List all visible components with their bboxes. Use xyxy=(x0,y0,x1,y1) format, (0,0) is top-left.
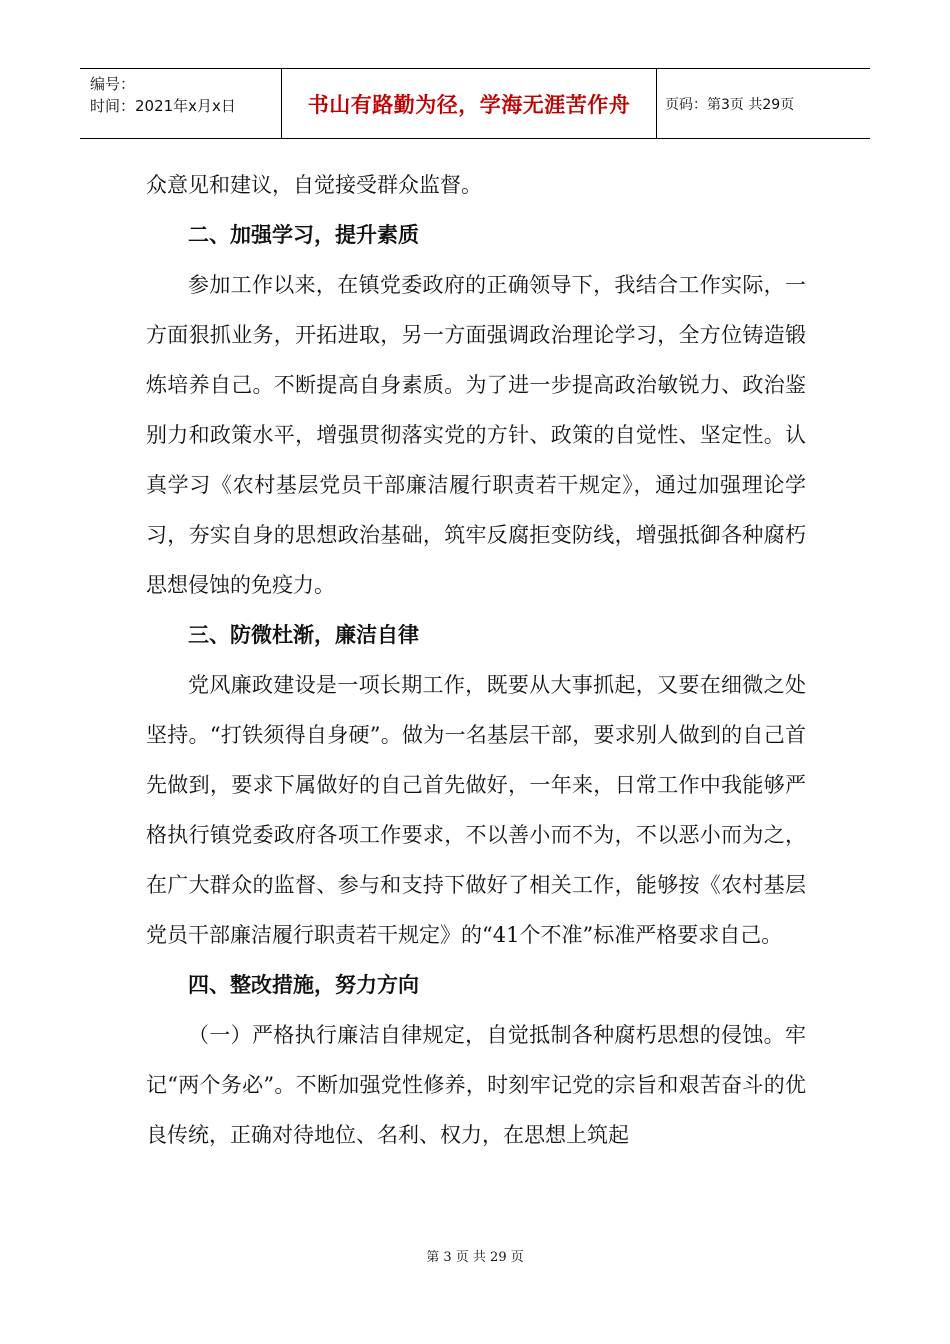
section-heading-4: 四、整改措施，努力方向 xyxy=(188,973,419,997)
document-body xyxy=(146,160,806,1160)
page-header xyxy=(80,68,870,139)
page-info-text: 页码：第3页 共29页 xyxy=(665,96,795,113)
paragraph-continuation: 众意见和建议，自觉接受群众监督。 xyxy=(146,173,482,197)
header-motto-cell xyxy=(282,69,657,138)
paragraph-study: 参加工作以来，在镇党委政府的正确领导下，我结合工作实际，一方面狠抓业务，开拓进取，另一方面强调政治理论学习，全方位铸造锻炼培养自己。不断提高自身素质。为了进一步提高政治敏锐力、政治鉴别力和政策水平，增强贯彻落实党的方针、政策的自觉性、坚定性。认真学习《农村基层党员干部廉洁履行职责若干规定》，通过加强理论学习，夯实自身的思想政治基础，筑牢反腐拒变防线，增强抵御各种腐朽思想侵蚀的免疫力。 xyxy=(146,273,806,597)
section-heading-2: 二、加强学习，提升素质 xyxy=(188,223,419,247)
number-label: 编号： xyxy=(90,75,136,93)
paragraph-integrity: 党风廉政建设是一项长期工作，既要从大事抓起，又要在细微之处坚持。“打铁须得自身硬”。做为一名基层干部，要求别人做到的自己首先做到，要求下属做好的自己首先做好，一年来，日常工作中我能够严格执行镇党委政府各项工作要求，不以善小而不为，不以恶小而为之，在广大群众的监督、参与和支持下做好了相关工作，能够按《农村基层党员干部廉洁履行职责若干规定》的“41个不准”标准严格要求自己。 xyxy=(146,673,806,947)
motto-text: 书山有路勤为径，学海无涯苦作舟 xyxy=(307,92,631,117)
header-meta xyxy=(80,69,282,138)
time-label: 时间：2021年x月x日 xyxy=(90,97,236,115)
page-footer: 第 3 页 共 29 页 xyxy=(426,1250,524,1265)
section-heading-3: 三、防微杜渐，廉洁自律 xyxy=(188,623,419,647)
header-page-info xyxy=(657,69,870,138)
paragraph-measures: （一）严格执行廉洁自律规定，自觉抵制各种腐朽思想的侵蚀。牢记“两个务必”。不断加强党性修养，时刻牢记党的宗旨和艰苦奋斗的优良传统，正确对待地位、名利、权力，在思想上筑起 xyxy=(146,1023,806,1147)
